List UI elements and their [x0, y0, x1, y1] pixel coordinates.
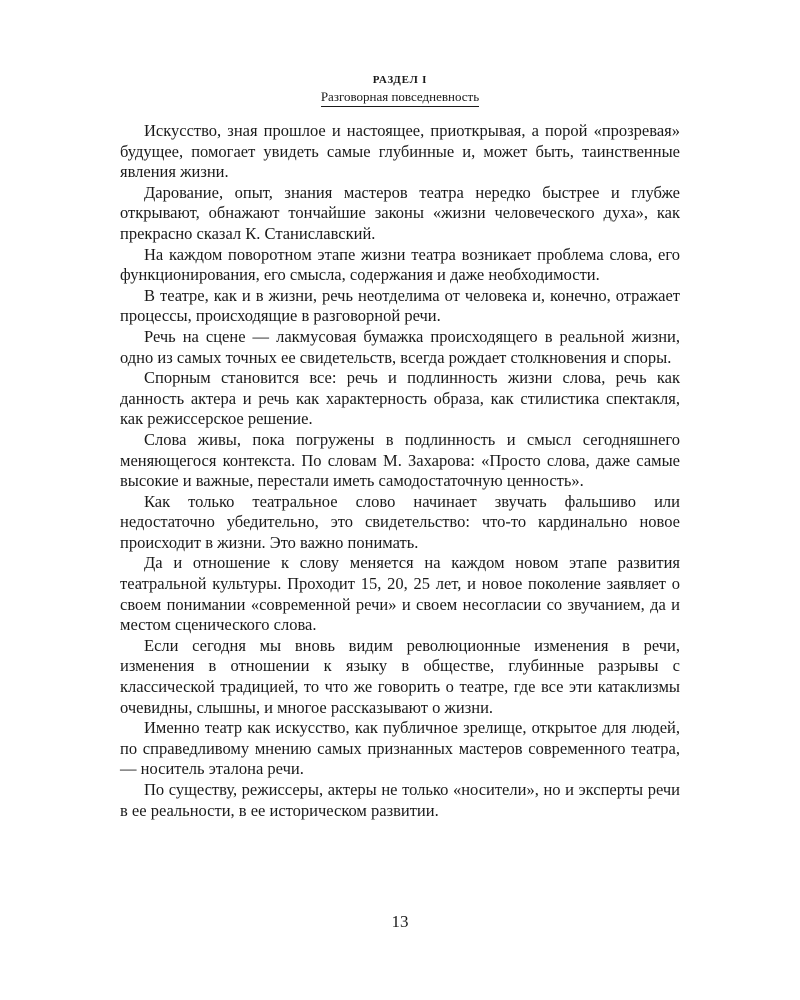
paragraph-3: На каждом поворотном этапе жизни театра возникает проблема слова, его функционирования, его смысла, содержания и даже необходимости. — [120, 244, 680, 285]
paragraph-11: Именно театр как искусство, как публичное зрелище, открытое для людей, по справедливому мнению самых признанных мастеров современного театра, — носитель эталона речи. — [120, 718, 680, 779]
paragraph-6: Спорным становится все: речь и подлинность жизни слова, речь как данность актера и речь как характерность образа, как стилистика спектакля, как режиссерское решение. — [120, 368, 680, 429]
paragraph-9: Да и отношение к слову меняется на каждом новом этапе развития театральной культуры. Проходит 15, 20, 25 лет, и новое поколение заявляет о своем понимании «современной речи» и своем несогласии со звучанием, да и местом сценического слова. — [120, 553, 680, 635]
section-label: РАЗДЕЛ I — [372, 74, 428, 86]
paragraph-10: Если сегодня мы вновь видим революционные изменения в речи, изменения в отношении к языку в обществе, глубинные разрывы с классической традицией, то что же говорить о театре, где все эти катаклизмы очевидны, слышны, и многое рассказывают о жизни. — [120, 635, 680, 717]
paragraph-5: Речь на сцене — лакмусовая бумажка происходящего в реальной жизни, одно из самых точных ее свидетельств, всегда рождает столкновения и споры. — [120, 326, 680, 367]
page-number: 13 — [391, 912, 409, 931]
paragraph-12: По существу, режиссеры, актеры не только «носители», но и эксперты речи в ее реальности, в ее историческом развитии. — [120, 780, 680, 820]
section-title: Разговорная повседневность — [321, 88, 479, 107]
paragraph-8: Как только театральное слово начинает звучать фальшиво или недостаточно убедительно, это свидетельство: что-то кардинально новое происходит в жизни. Это важно понимать. — [120, 491, 680, 552]
paragraph-2: Дарование, опыт, знания мастеров театра нередко быстрее и глубже открывают, обнажают тончайшие законы «жизни человеческого духа», как прекрасно сказал К. Станиславский. — [120, 182, 680, 243]
paragraph-1: Искусство, зная прошлое и настоящее, приоткрывая, а порой «прозревая» будущее, помогает увидеть самые глубинные и, может быть, таинственные явления жизни. — [120, 121, 680, 182]
paragraph-4: В театре, как и в жизни, речь неотделима от человека и, конечно, отражает процессы, происходящие в разговорной речи. — [120, 285, 680, 326]
paragraph-7: Слова живы, пока погружены в подлинность и смысл сегодняшнего меняющегося контекста. По словам М. Захарова: «Просто слова, даже самые высокие и важные, перестали иметь самодостаточную ценность». — [120, 429, 680, 491]
text-body — [120, 121, 680, 821]
running-head — [0, 72, 800, 107]
